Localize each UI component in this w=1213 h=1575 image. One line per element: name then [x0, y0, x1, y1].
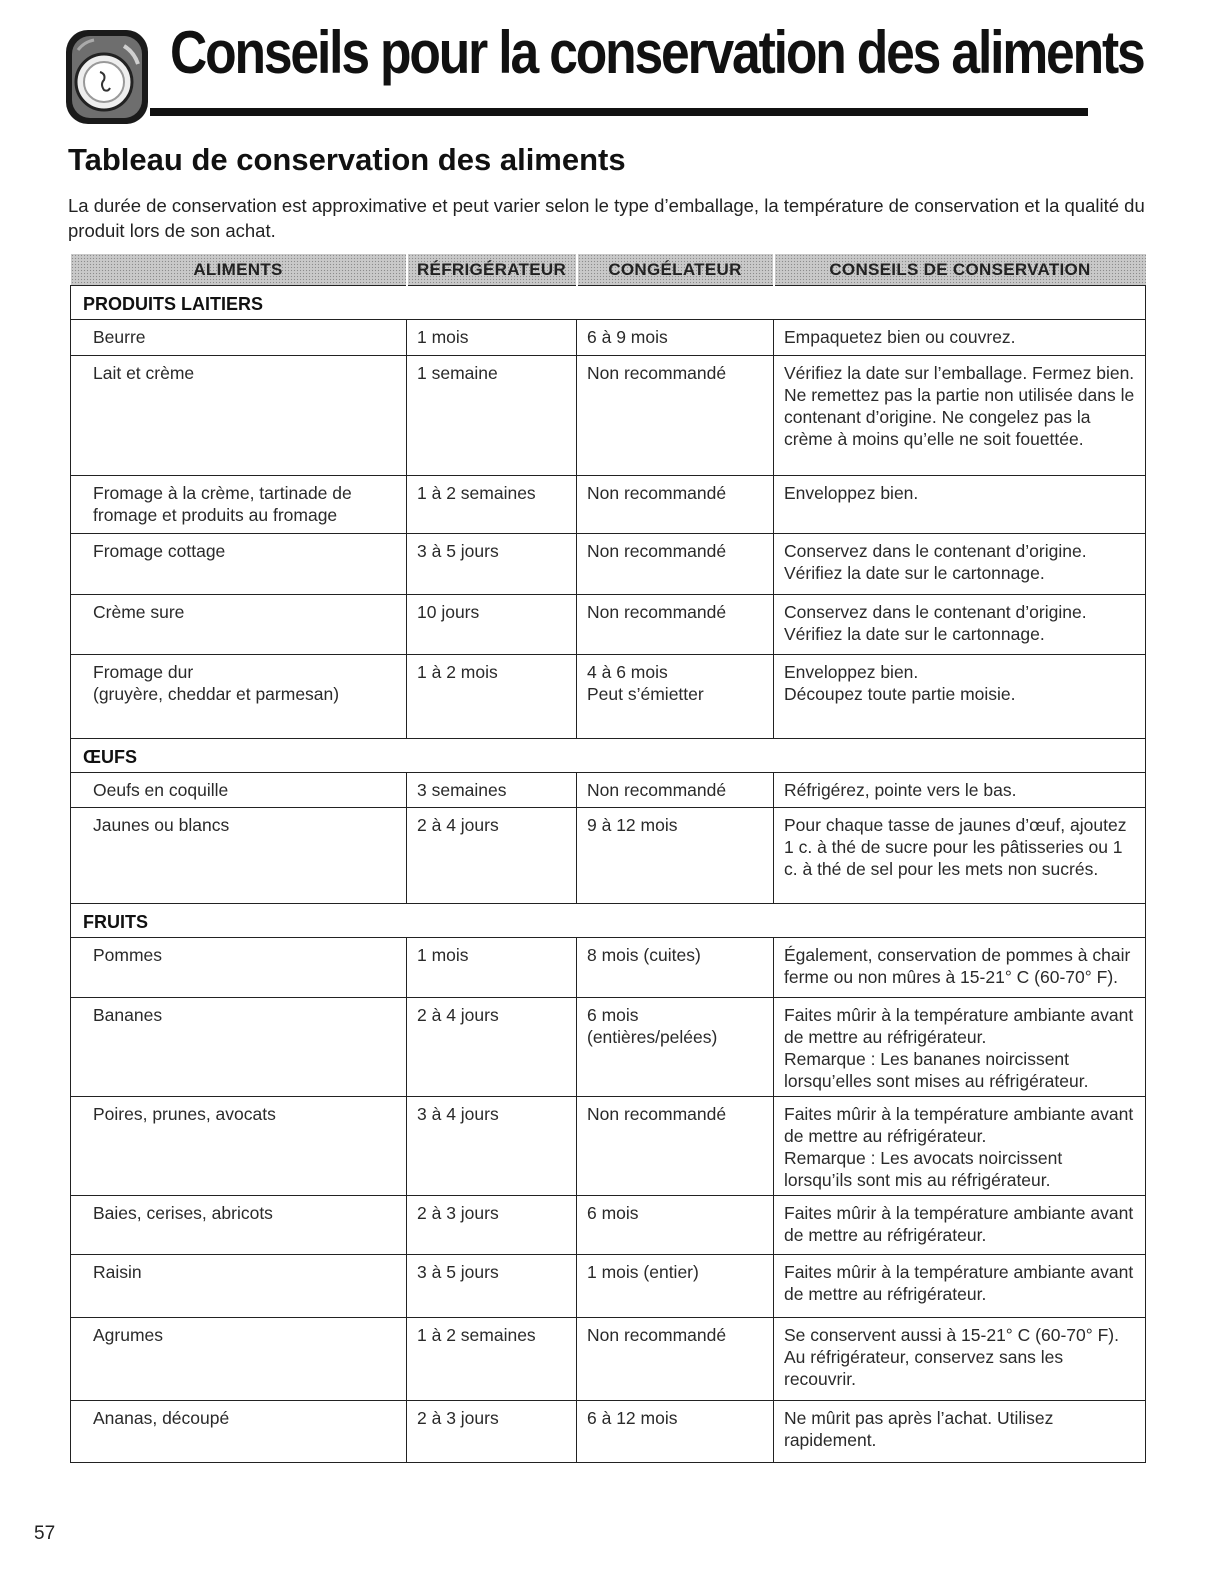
freezer-cell: 6 mois [577, 1196, 774, 1255]
food-cell: Bananes [71, 998, 407, 1097]
food-cell: Baies, cerises, abricots [71, 1196, 407, 1255]
freezer-cell: 8 mois (cuites) [577, 938, 774, 998]
tips-line: Remarque : Les bananes noircissent lorsqu’elles sont mises au réfrigérateur. [784, 1049, 1089, 1091]
fridge-cell: 2 à 3 jours [407, 1401, 577, 1463]
fridge-cell: 1 à 2 semaines [407, 1318, 577, 1401]
freezer-line: 4 à 6 mois [587, 662, 668, 682]
fridge-cell: 1 mois [407, 938, 577, 998]
food-cell: Jaunes ou blancs [71, 808, 407, 904]
category-oeufs: ŒUFS [71, 739, 1146, 773]
table-row [71, 534, 1146, 595]
tips-cell [774, 998, 1146, 1097]
table-header-row [71, 254, 1146, 286]
tips-line: Découpez toute partie moisie. [784, 684, 1016, 704]
tips-cell: Enveloppez bien. [774, 476, 1146, 534]
category-row [71, 904, 1146, 938]
fridge-cell: 2 à 4 jours [407, 998, 577, 1097]
table-row [71, 476, 1146, 534]
freezer-cell: Non recommandé [577, 356, 774, 476]
tips-line: Conservez dans le contenant d’origine. [784, 541, 1087, 561]
header-refrigerateur: RÉFRIGÉRATEUR [407, 254, 577, 286]
table-row [71, 320, 1146, 356]
freezer-cell: 6 à 12 mois [577, 1401, 774, 1463]
food-line: Fromage dur [93, 662, 194, 682]
table-row [71, 998, 1146, 1097]
tips-line: Conservez dans le contenant d’origine. [784, 602, 1087, 622]
freezer-cell: 9 à 12 mois [577, 808, 774, 904]
tips-line: Faites mûrir à la température ambiante avant de mettre au réfrigérateur. [784, 1104, 1134, 1146]
freezer-line: 6 mois [587, 1005, 639, 1025]
tips-cell [774, 534, 1146, 595]
table-row [71, 595, 1146, 655]
fridge-cell: 1 semaine [407, 356, 577, 476]
category-fruits: FRUITS [71, 904, 1146, 938]
food-cell: Agrumes [71, 1318, 407, 1401]
food-cell: Oeufs en coquille [71, 773, 407, 808]
food-cell: Fromage à la crème, tartinade de fromage et produits au fromage [71, 476, 407, 534]
food-cell: Beurre [71, 320, 407, 356]
table-row [71, 655, 1146, 739]
table-row [71, 1401, 1146, 1463]
tips-cell: Vérifiez la date sur l’emballage. Fermez bien. Ne remettez pas la partie non utilisée dans le contenant d’origine. Ne congelez pas la crème à moins qu’elle ne soit fouettée. [774, 356, 1146, 476]
freezer-cell: Non recommandé [577, 534, 774, 595]
freezer-line: Peut s’émietter [587, 684, 704, 704]
food-storage-table [70, 254, 1146, 1463]
food-cell: Fromage cottage [71, 534, 407, 595]
freezer-cell: 1 mois (entier) [577, 1255, 774, 1318]
tips-cell: Empaquetez bien ou couvrez. [774, 320, 1146, 356]
table-row [71, 773, 1146, 808]
freezer-cell: Non recommandé [577, 1318, 774, 1401]
tips-cell: Faites mûrir à la température ambiante avant de mettre au réfrigérateur. [774, 1196, 1146, 1255]
category-row [71, 286, 1146, 320]
fridge-cell: 2 à 4 jours [407, 808, 577, 904]
page-number: 57 [34, 1523, 56, 1544]
food-cell: Pommes [71, 938, 407, 998]
tips-cell [774, 595, 1146, 655]
title-rule [150, 108, 1088, 116]
table-row [71, 808, 1146, 904]
freezer-line: (entières/pelées) [587, 1027, 718, 1047]
fridge-cell: 3 à 5 jours [407, 534, 577, 595]
food-cell: Poires, prunes, avocats [71, 1097, 407, 1196]
tips-cell: Pour chaque tasse de jaunes d’œuf, ajoutez 1 c. à thé de sucre pour les pâtisseries ou 1 c. à thé de sel pour les mets non sucrés. [774, 808, 1146, 904]
table-row [71, 1318, 1146, 1401]
table-row [71, 1097, 1146, 1196]
freezer-cell: Non recommandé [577, 1097, 774, 1196]
table-row [71, 356, 1146, 476]
freezer-cell: 6 à 9 mois [577, 320, 774, 356]
food-cell: Crème sure [71, 595, 407, 655]
food-cell: Ananas, découpé [71, 1401, 407, 1463]
table-row [71, 938, 1146, 998]
tips-line: Vérifiez la date sur le cartonnage. [784, 563, 1045, 583]
tips-line: Remarque : Les avocats noircissent lorsqu’ils sont mis au réfrigérateur. [784, 1148, 1063, 1190]
food-cell: Lait et crème [71, 356, 407, 476]
header-congelateur: CONGÉLATEUR [577, 254, 774, 286]
category-row [71, 739, 1146, 773]
section-title: Tableau de conservation des aliments [68, 142, 626, 177]
table-row [71, 1255, 1146, 1318]
tips-line: Faites mûrir à la température ambiante avant de mettre au réfrigérateur. [784, 1005, 1134, 1047]
freezer-cell [577, 998, 774, 1097]
fridge-cell: 10 jours [407, 595, 577, 655]
fridge-cell: 3 à 5 jours [407, 1255, 577, 1318]
fridge-cell: 1 à 2 semaines [407, 476, 577, 534]
fridge-cell: 1 à 2 mois [407, 655, 577, 739]
tips-line: Vérifiez la date sur le cartonnage. [784, 624, 1045, 644]
food-cell: Raisin [71, 1255, 407, 1318]
freezer-cell: Non recommandé [577, 773, 774, 808]
tips-cell [774, 1097, 1146, 1196]
tips-cell: Faites mûrir à la température ambiante avant de mettre au réfrigérateur. [774, 1255, 1146, 1318]
intro-paragraph: La durée de conservation est approximative et peut varier selon le type d’emballage, la température de conservation et la qualité du produit lors de son achat. [68, 195, 1145, 241]
category-produits-laitiers: PRODUITS LAITIERS [71, 286, 1146, 320]
freezer-cell: Non recommandé [577, 595, 774, 655]
food-line: (gruyère, cheddar et parmesan) [93, 684, 340, 704]
freezer-cell: Non recommandé [577, 476, 774, 534]
fridge-cell: 3 à 4 jours [407, 1097, 577, 1196]
fridge-cell: 3 semaines [407, 773, 577, 808]
tips-line: Enveloppez bien. [784, 662, 919, 682]
fridge-cell: 2 à 3 jours [407, 1196, 577, 1255]
tips-cell: Réfrigérez, pointe vers le bas. [774, 773, 1146, 808]
food-cell [71, 655, 407, 739]
header-conseils: CONSEILS DE CONSERVATION [774, 254, 1146, 286]
table-row [71, 1196, 1146, 1255]
page-title: Conseils pour la conservation des aliments [170, 19, 1144, 86]
food-storage-icon [64, 28, 150, 126]
tips-cell: Ne mûrit pas après l’achat. Utilisez rapidement. [774, 1401, 1146, 1463]
fridge-cell: 1 mois [407, 320, 577, 356]
freezer-cell [577, 655, 774, 739]
header-aliments: ALIMENTS [71, 254, 407, 286]
tips-cell: Également, conservation de pommes à chair ferme ou non mûres à 15-21° C (60-70° F). [774, 938, 1146, 998]
tips-cell [774, 655, 1146, 739]
tips-cell: Se conservent aussi à 15-21° C (60-70° F). Au réfrigérateur, conservez sans les recouvrir. [774, 1318, 1146, 1401]
